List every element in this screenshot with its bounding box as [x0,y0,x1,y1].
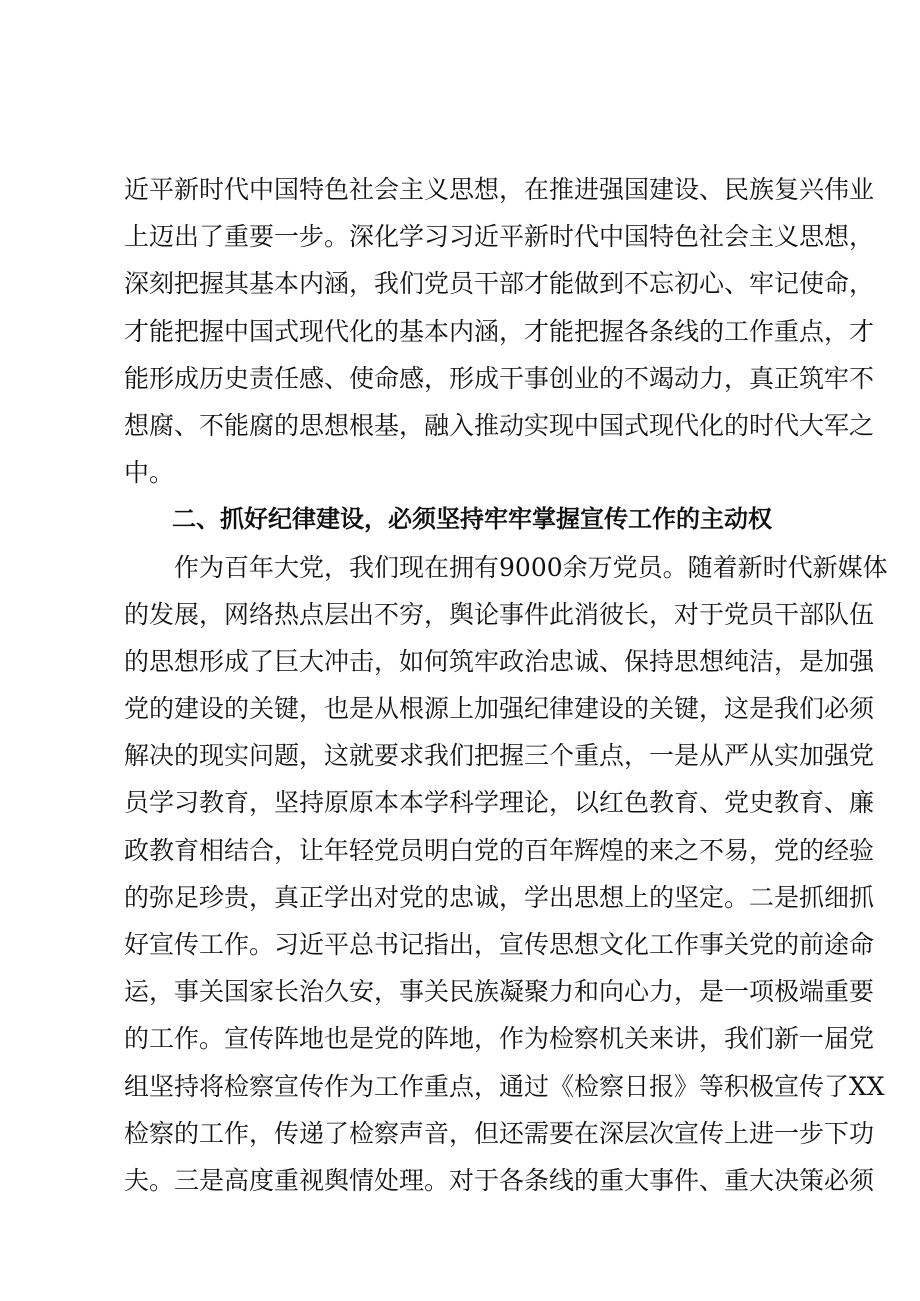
paragraph-line: 夫。三是高度重视舆情处理。对于各条线的重大事件、重大决策必须 [124,1165,875,1195]
paragraph-line: 近平新时代中国特色社会主义思想，在推进强国建设、民族复兴伟业 [124,175,875,204]
paragraph-line: 党的建设的关键，也是从根源上加强纪律建设的关键，这是我们必须 [124,694,875,724]
section-heading: 二、抓好纪律建设，必须坚持牢牢掌握宣传工作的主动权 [172,505,772,534]
paragraph-line: 能形成历史责任感、使命感，形成干事创业的不竭动力，真正筑牢不 [124,363,875,393]
paragraph-line: 上迈出了重要一步。深化学习习近平新时代中国特色社会主义思想， [124,222,875,252]
paragraph-line: 才能把握中国式现代化的基本内涵，才能把握各条线的工作重点，才 [124,316,875,346]
paragraph-line: 检察的工作，传递了检察声音，但还需要在深层次宣传上进一步下功 [124,1118,875,1148]
paragraph-line: 想腐、不能腐的思想根基，融入推动实现中国式现代化的时代大军之 [124,410,875,440]
paragraph-line: 作为百年大党，我们现在拥有9000余万党员。随着新时代新媒体 [174,552,888,582]
paragraph-line: 好宣传工作。习近平总书记指出，宣传思想文化工作事关党的前途命 [124,930,875,959]
paragraph-line: 深刻把握其基本内涵，我们党员干部才能做到不忘初心、牢记使命， [124,269,875,299]
paragraph-line: 的工作。宣传阵地也是党的阵地，作为检察机关来讲，我们新一届党 [124,1024,875,1054]
paragraph-line: 政教育相结合，让年轻党员明白党的百年辉煌的来之不易，党的经验 [124,835,875,865]
paragraph-line: 中。 [124,458,175,488]
paragraph-line: 的弥足珍贵，真正学出对党的忠诚，学出思想上的坚定。二是抓细抓 [124,882,875,912]
paragraph-line: 的思想形成了巨大冲击，如何筑牢政治忠诚、保持思想纯洁，是加强 [124,646,875,676]
paragraph-line: 解决的现实问题，这就要求我们把握三个重点，一是从严从实加强党 [124,741,875,771]
paragraph-1 [124,166,875,496]
paragraph-line: 员学习教育，坚持原原本本学科学理论，以红色教育、党史教育、廉 [124,788,875,818]
paragraph-line: 的发展，网络热点层出不穷，舆论事件此消彼长，对于党员干部队伍 [124,599,875,629]
document-body [124,166,888,1204]
paragraph-line: 运，事关国家长治久安，事关民族凝聚力和向心力，是一项极端重要 [124,977,875,1007]
paragraph-line: 组坚持将检察宣传作为工作重点，通过《检察日报》等积极宣传了XX [124,1071,885,1101]
paragraph-2 [124,544,888,1205]
